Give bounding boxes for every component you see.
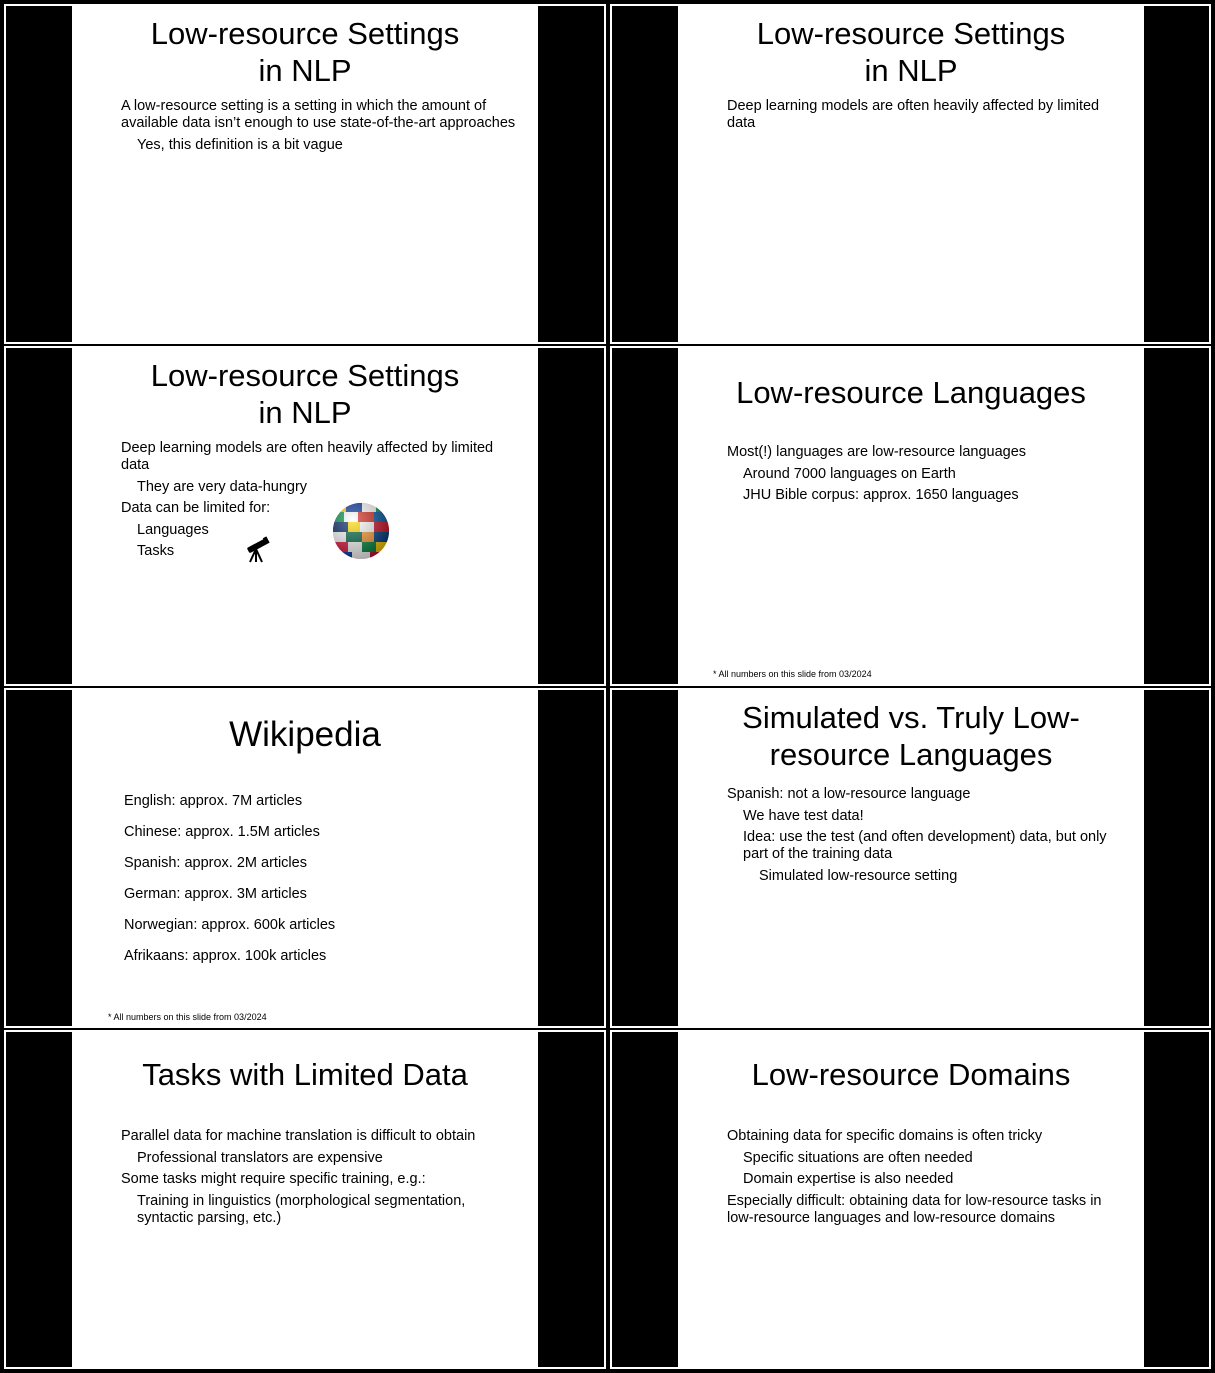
slide-title: Low-resource Domains <box>751 1057 1071 1092</box>
bullet-item: • Simulated low-resource setting <box>678 868 1144 885</box>
bullet-list <box>678 786 1144 889</box>
slide-title: Low-resource Languages <box>736 375 1086 410</box>
bullet-item: • English: approx. 7M articles <box>72 793 538 810</box>
bullet-item: • Afrikaans: approx. 100k articles <box>72 948 538 965</box>
slide-thumbnail-8[interactable] <box>610 1030 1211 1369</box>
slide-canvas <box>678 1032 1144 1367</box>
slide-canvas <box>72 1032 538 1367</box>
bullet-item: • Tasks <box>72 543 538 560</box>
bullet-item: • Yes, this definition is a bit vague <box>72 137 538 154</box>
slide-title: Low-resource Settings in NLP <box>756 16 1066 88</box>
bullet-item: • Norwegian: approx. 600k articles <box>72 917 538 934</box>
slide-canvas <box>72 348 538 684</box>
slide-title: Simulated vs. Truly Low- resource Languages <box>742 700 1080 772</box>
bullet-item: • Around 7000 languages on Earth <box>678 466 1144 483</box>
bullet-list <box>72 98 538 158</box>
bullet-list <box>72 1128 538 1231</box>
bullet-list <box>72 793 538 979</box>
bullet-item: • Domain expertise is also needed <box>678 1171 1144 1188</box>
slide-thumbnail-5[interactable] <box>4 688 606 1028</box>
bullet-item: • They are very data-hungry <box>72 479 538 496</box>
slide-canvas <box>678 6 1144 342</box>
bullet-item: • Spanish: approx. 2M articles <box>72 855 538 872</box>
telescope-icon <box>242 534 272 564</box>
bullet-item: • Deep learning models are often heavily affected by limited data <box>72 440 538 474</box>
footnote: * All numbers on this slide from 03/2024 <box>713 669 872 679</box>
bullet-item: • Especially difficult: obtaining data for low-resource tasks in low-resource languages and low-resource domains <box>678 1193 1144 1227</box>
bullet-list <box>678 444 1144 509</box>
footnote: * All numbers on this slide from 03/2024 <box>108 1012 267 1022</box>
slide-canvas <box>678 348 1144 684</box>
bullet-item: • Obtaining data for specific domains is often tricky <box>678 1128 1144 1145</box>
bullet-list <box>72 440 538 565</box>
slide-thumbnail-2[interactable] <box>610 4 1211 344</box>
bullet-item: • Training in linguistics (morphological segmentation, syntactic parsing, etc.) <box>72 1193 538 1227</box>
bullet-item: • Specific situations are often needed <box>678 1150 1144 1167</box>
bullet-list <box>678 98 1144 137</box>
slide-thumbnail-1[interactable] <box>4 4 606 344</box>
bullet-list <box>678 1128 1144 1231</box>
bullet-item: • Spanish: not a low-resource language <box>678 786 1144 803</box>
bullet-item: • A low-resource setting is a setting in which the amount of available data isn’t enough to use state-of-the-art approaches <box>72 98 538 132</box>
slide-title: Low-resource Settings in NLP <box>150 358 460 430</box>
bullet-item: • Deep learning models are often heavily affected by limited data <box>678 98 1144 132</box>
flag-globe-icon <box>332 502 390 560</box>
bullet-item: • Data can be limited for: <box>72 500 538 517</box>
slide-canvas <box>72 6 538 342</box>
slide-title: Low-resource Settings in NLP <box>150 16 460 88</box>
bullet-item: • Most(!) languages are low-resource languages <box>678 444 1144 461</box>
bullet-item: • Parallel data for machine translation is difficult to obtain <box>72 1128 538 1145</box>
slide-thumbnail-4[interactable] <box>610 346 1211 686</box>
bullet-item: • JHU Bible corpus: approx. 1650 languages <box>678 487 1144 504</box>
bullet-item: • We have test data! <box>678 808 1144 825</box>
slide-title: Wikipedia <box>229 715 381 754</box>
bullet-item: • Professional translators are expensive <box>72 1150 538 1167</box>
slide-canvas <box>72 690 538 1026</box>
bullet-item: • Idea: use the test (and often development) data, but only part of the training data <box>678 829 1144 863</box>
slide-thumbnail-7[interactable] <box>4 1030 606 1369</box>
bullet-item: • German: approx. 3M articles <box>72 886 538 903</box>
bullet-item: • Chinese: approx. 1.5M articles <box>72 824 538 841</box>
slide-canvas <box>678 690 1144 1026</box>
bullet-item: • Languages <box>72 522 538 539</box>
slide-thumbnail-3[interactable] <box>4 346 606 686</box>
slide-thumbnail-6[interactable] <box>610 688 1211 1028</box>
slide-title: Tasks with Limited Data <box>142 1057 468 1092</box>
bullet-item: • Some tasks might require specific training, e.g.: <box>72 1171 538 1188</box>
